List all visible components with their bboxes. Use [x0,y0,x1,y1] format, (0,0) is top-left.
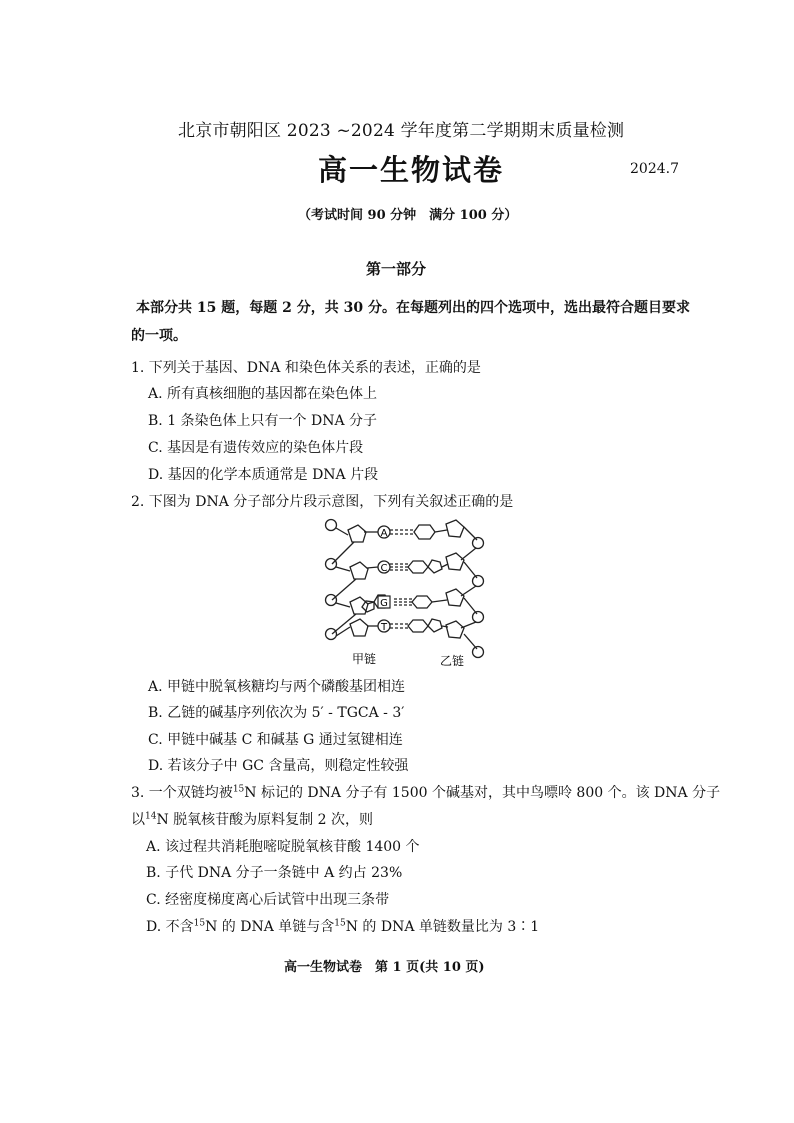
phosphate-left-3 [326,595,337,606]
base-label-2: C [380,563,388,574]
q1-stem: 1. 下列关于基因、DNA 和染色体关系的表述，正确的是 [131,360,481,376]
superscript-14: 14 [145,811,157,822]
chain-label-left: 甲链 [351,652,377,666]
sugar-left-4 [350,619,368,636]
base-label-1: A [380,528,388,539]
sugar-left-3 [350,597,368,614]
q1-option-b: B. 1 条染色体上只有一个 DNA 分子 [148,413,378,429]
q3-option-a: A. 该过程共消耗胞嘧啶脱氧核苷酸 1400 个 [146,839,420,855]
phosphate-right-2 [473,576,484,587]
q2-option-c: C. 甲链中碱基 C 和碱基 G 通过氢键相连 [148,732,403,748]
q3-option-b: B. 子代 DNA 分子一条链中 A 约占 23% [146,865,403,881]
sugar-right-4 [446,621,464,638]
phosphate-right-1 [473,538,484,549]
q2-option-d: D. 若该分子中 GC 含量高，则稳定性较强 [148,758,409,774]
base-label-4: T [380,622,388,633]
phosphate-left-4 [326,629,337,640]
page-footer: 高一生物试卷 第 1 页(共 10 页) [284,960,485,975]
q3-stem-line1: 3. 一个双链均被$^{15}$N 标记的 DNA 分子有 1500 个碱基对，其中鸟嘌呤 800 个。该 DNA 分子 [131,784,721,801]
exam-header-line: 北京市朝阳区 2023 ~2024 学年度第二学期期末质量检测 [178,121,625,141]
sugar-left-1 [348,525,366,542]
part-instruction-line1: 本部分共 15 题，每题 2 分，共 30 分。在每题列出的四个选项中，选出最符合题目要求 [136,300,690,316]
q2-stem: 2. 下图为 DNA 分子部分片段示意图，下列有关叙述正确的是 [131,494,514,510]
part-label: 第一部分 [366,260,427,278]
sugar-right-3 [446,589,464,606]
chain-label-right: 乙链 [439,654,465,668]
q1-option-c: C. 基因是有遗传效应的染色体片段 [148,440,364,456]
sugar-right-1 [446,520,464,537]
exam-time-info: （考试时间 90 分钟 满分 100 分） [298,208,518,223]
phosphate-right-3 [473,612,484,623]
page-title: 高一生物试卷 [318,153,505,187]
phosphate-left-1 [326,520,337,531]
superscript-15: 15 [232,784,245,795]
dna-diagram [318,512,490,670]
sugar-right-2 [446,553,464,570]
phosphate-right-4 [473,647,484,658]
sugar-left-2 [350,562,368,579]
base-label-3: G [380,598,388,609]
q3-option-d: D. 不含$^{15}$N 的 DNA 单链与含$^{15}$N 的 DNA 单链数量比为 3∶1 [146,918,540,935]
part-instruction-line2: 的一项。 [131,328,187,344]
q2-option-b: B. 乙链的碱基序列依次为 5′ - TGCA - 3′ [148,705,405,721]
q1-option-a: A. 所有真核细胞的基因都在染色体上 [148,386,378,402]
q2-option-a: A. 甲链中脱氧核糖均与两个磷酸基团相连 [148,679,406,695]
q1-option-d: D. 基因的化学本质通常是 DNA 片段 [148,467,379,483]
phosphate-left-2 [326,559,337,570]
q3-stem-line2: 以$^{14}$N 脱氧核苷酸为原料复制 2 次，则 [131,811,373,828]
exam-date: 2024.7 [630,161,679,177]
q3-option-c: C. 经密度梯度离心后试管中出现三条带 [146,892,390,908]
